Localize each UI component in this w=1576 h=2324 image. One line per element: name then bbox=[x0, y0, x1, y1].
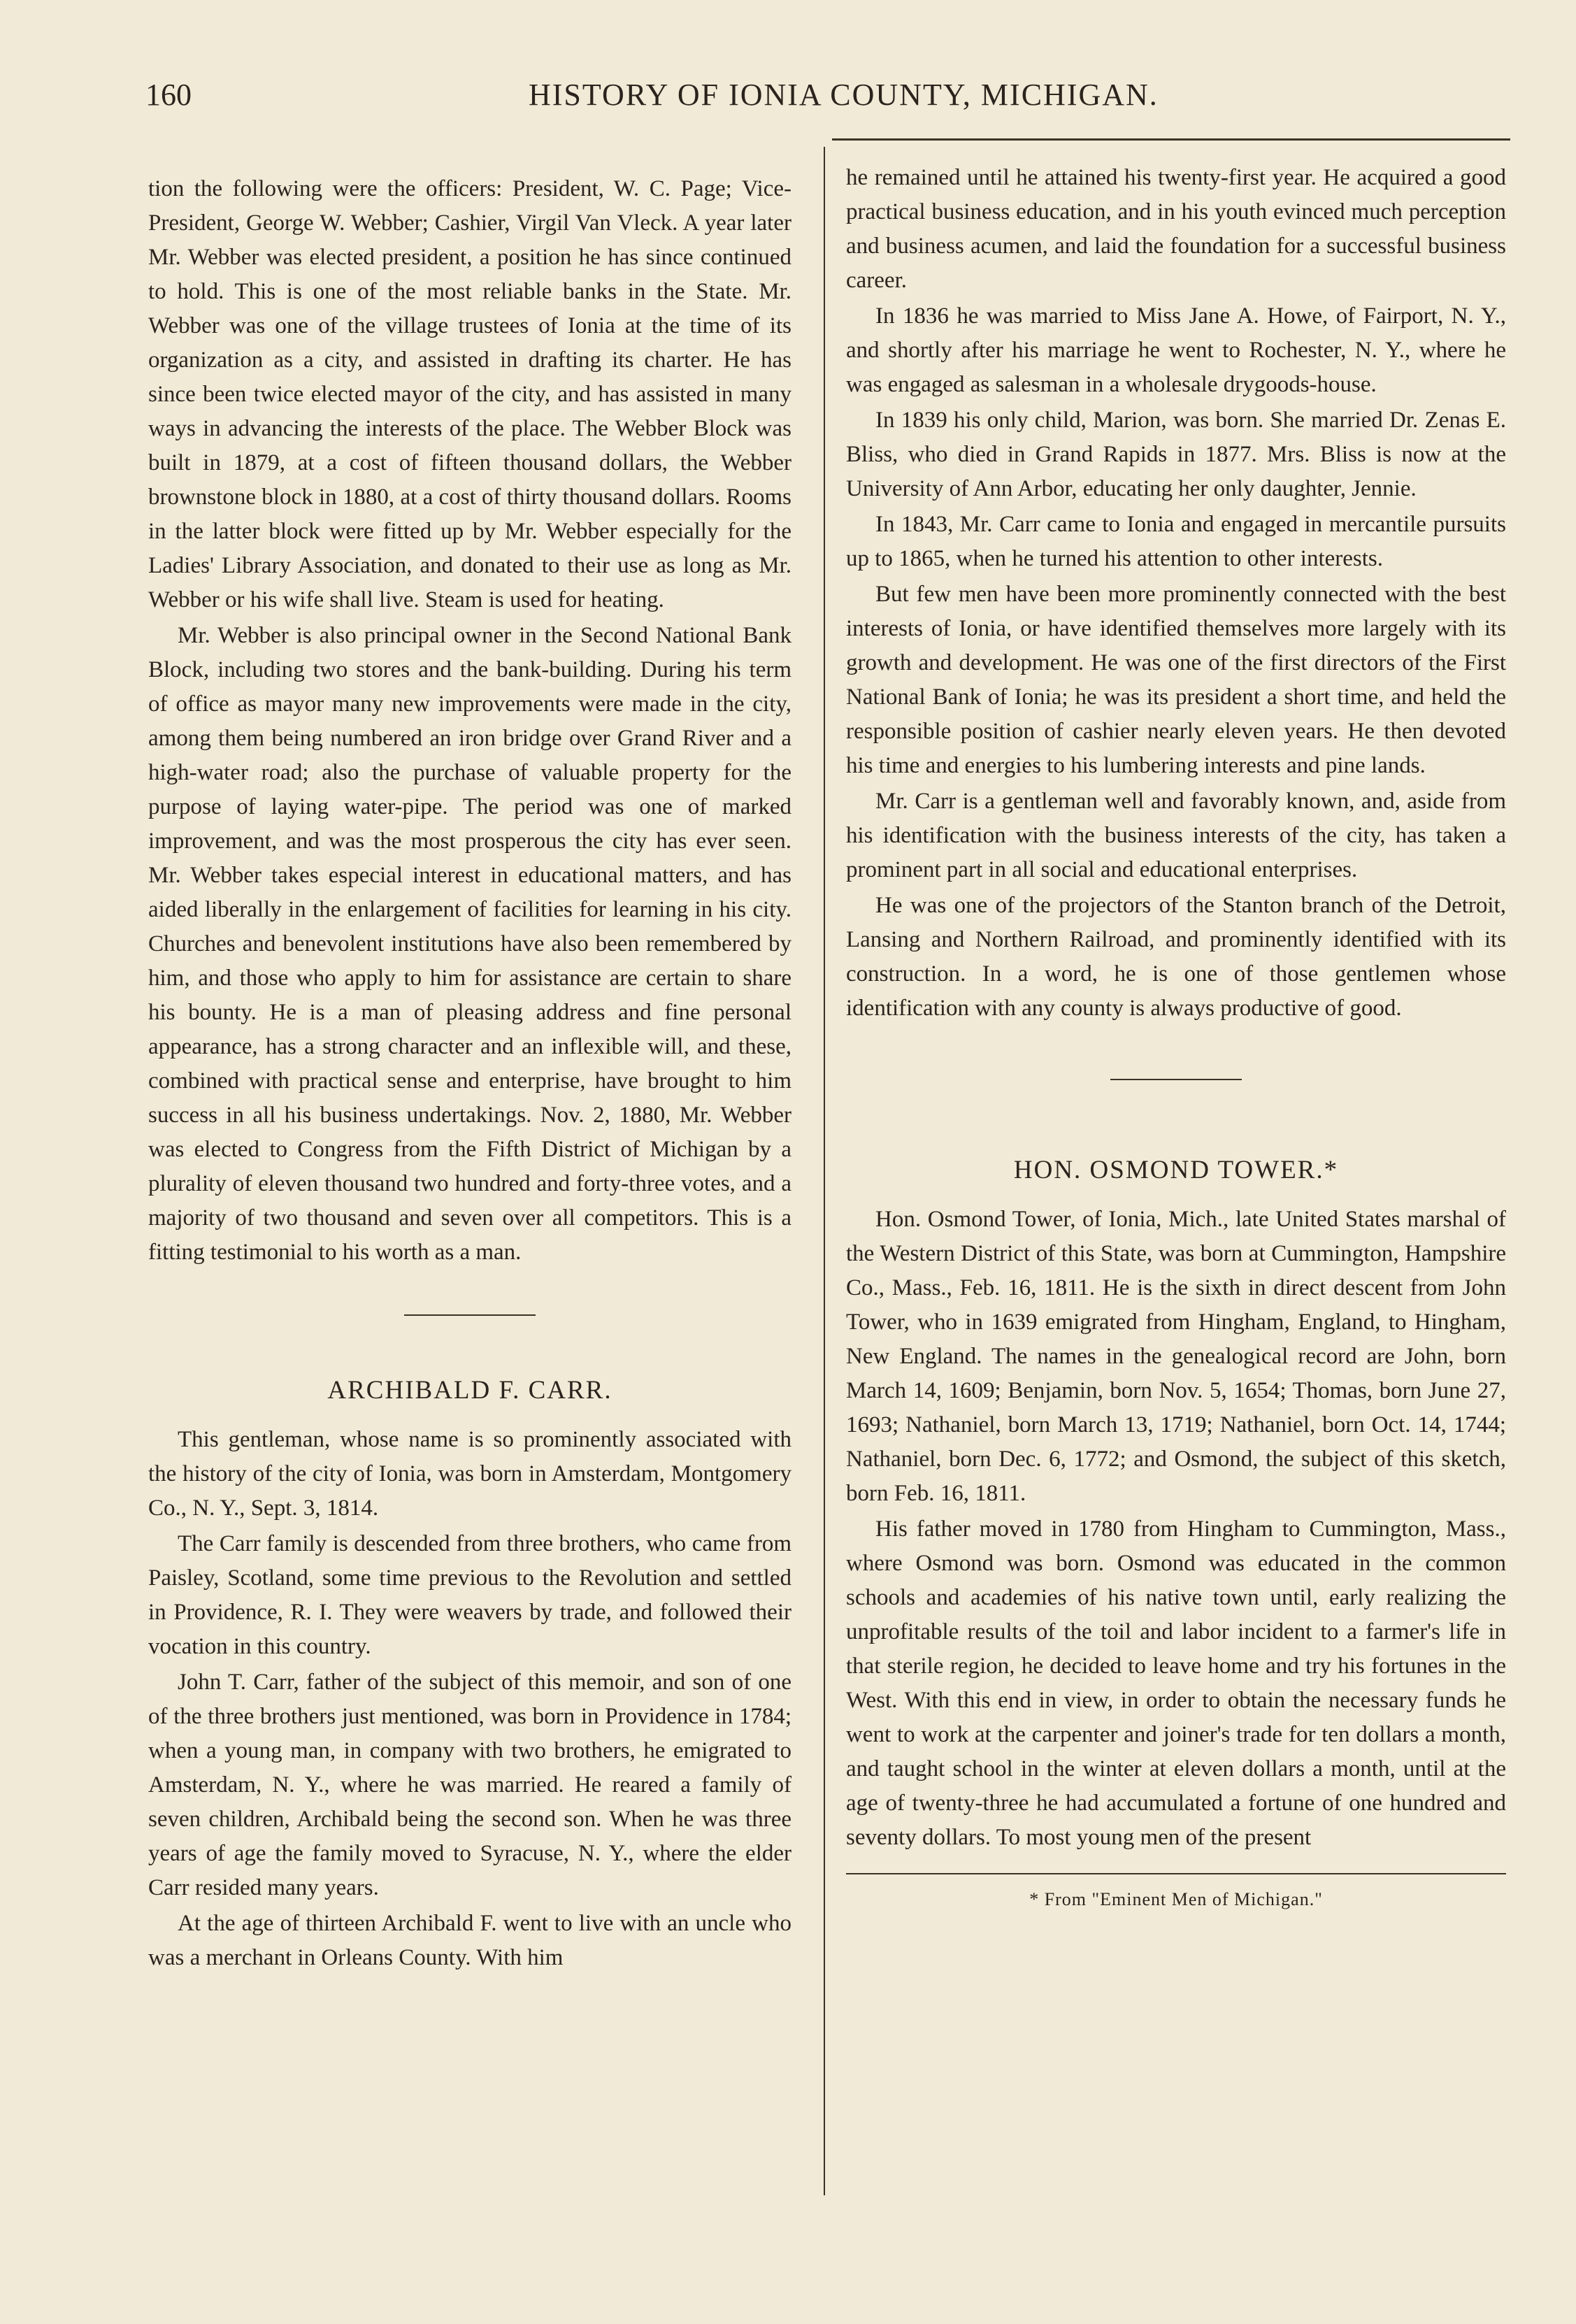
paragraph: Mr. Carr is a gentleman well and favorably known, and, aside from his identification with the business interests of the city, has taken a prominent part in all social and educational enterprises. bbox=[846, 789, 1506, 882]
paragraph: he remained until he attained his twenty-first year. He acquired a good practical business education, and in his youth evinced much perception and business acumen, and laid the foundation for a successful business career. bbox=[846, 165, 1506, 293]
paragraph: tion the following were the officers: President, W. C. Page; Vice-President, George W. Webber; Cashier, Virgil Van Vleck. A year later Mr. Webber was elected president, a position he has since continued to hold. This is one of the most reliable banks in the State. Mr. Webber was one of the village trustees of Ionia at the time of its organization as a city, and assisted in drafting its charter. He has since been twice elected mayor of the city, and has assisted in many ways in advancing the interests of the place. The Webber Block was built in 1879, at a cost of fifteen thousand dollars, the Webber brownstone block in 1880, at a cost of thirty thousand dollars. Rooms in the latter block were fitted up by Mr. Webber especially for the Ladies' Library Association, and donated to their use as long as Mr. Webber or his wife shall live. Steam is used for heating. bbox=[148, 176, 791, 612]
page-number: 160 bbox=[145, 78, 192, 112]
column-divider bbox=[824, 147, 825, 2195]
paragraph: In 1836 he was married to Miss Jane A. Howe, of Fairport, N. Y., and shortly after his marriage he went to Rochester, N. Y., where he was engaged as salesman in a wholesale drygoods-house. bbox=[846, 303, 1506, 397]
section-heading-tower: HON. OSMOND TOWER.* bbox=[1013, 1156, 1339, 1184]
section-separator bbox=[404, 1314, 536, 1316]
paragraph: This gentleman, whose name is so prominently associated with the history of the city of Ionia, was born in Amsterdam, Montgomery Co., N. Y., Sept. 3, 1814. bbox=[148, 1427, 791, 1521]
right-column bbox=[846, 161, 1506, 1914]
paragraph: In 1839 his only child, Marion, was born. She married Dr. Zenas E. Bliss, who died in Grand Rapids in 1877. Mrs. Bliss is now at the University of Ann Arbor, educating her only daughter, Jennie. bbox=[846, 408, 1506, 501]
paragraph: In 1843, Mr. Carr came to Ionia and engaged in mercantile pursuits up to 1865, when he turned his attention to other interests. bbox=[846, 512, 1506, 571]
paragraph: But few men have been more prominently connected with the best interests of Ionia, or have identified themselves more largely with its growth and development. He was one of the first directors of the First National Bank of Ionia; he was its president a short time, and held the responsible position of cashier nearly eleven years. He then devoted his time and energies to his lumbering interests and pine lands. bbox=[846, 582, 1506, 778]
paragraph: At the age of thirteen Archibald F. went to live with an uncle who was a merchant in Orleans County. With him bbox=[148, 1911, 791, 1970]
paragraph: The Carr family is descended from three brothers, who came from Paisley, Scotland, some time previous to the Revolution and settled in Providence, R. I. They were weavers by trade, and followed their vocation in this country. bbox=[148, 1531, 791, 1659]
footnote: * From "Eminent Men of Michigan." bbox=[1029, 1889, 1323, 1909]
header-rule bbox=[832, 138, 1510, 141]
section-heading-carr: ARCHIBALD F. CARR. bbox=[327, 1376, 613, 1405]
section-separator bbox=[1110, 1079, 1242, 1080]
paragraph: He was one of the projectors of the Stanton branch of the Detroit, Lansing and Northern Railroad, and prominently identified with its construction. In a word, he is one of those gentlemen whose identification with any county is always productive of good. bbox=[846, 893, 1506, 1021]
paragraph: Hon. Osmond Tower, of Ionia, Mich., late United States marshal of the Western District of this State, was born at Cummington, Hampshire Co., Mass., Feb. 16, 1811. He is the sixth in direct descent from John Tower, who in 1639 emigrated from Hingham, England, to Hingham, New England. The names in the genealogical record are John, born March 14, 1609; Benjamin, born Nov. 5, 1654; Thomas, born June 27, 1693; Nathaniel, born March 13, 1719; Nathaniel, born Oct. 14, 1744; Nathaniel, born Dec. 6, 1772; and Osmond, the subject of this sketch, born Feb. 16, 1811. bbox=[846, 1207, 1506, 1506]
footnote-rule bbox=[846, 1873, 1506, 1874]
page-header bbox=[145, 77, 1516, 126]
paragraph: His father moved in 1780 from Hingham to Cummington, Mass., where Osmond was born. Osmond was educated in the common schools and academies of his native town until, early realizing the unprofitable results of the toil and labor incident to a farmer's life in that sterile region, he decided to leave home and try his fortunes in the West. With this end in view, in order to obtain the necessary funds he went to work at the carpenter and joiner's trade for ten dollars a month, and taught school in the winter at eleven dollars a month, until at the age of twenty-three he had accumulated a fortune of one hundred and seventy dollars. To most young men of the present bbox=[846, 1516, 1506, 1850]
paragraph: John T. Carr, father of the subject of this memoir, and son of one of the three brothers just mentioned, was born in Providence in 1784; when a young man, in company with two brothers, he emigrated to Amsterdam, N. Y., where he was married. He reared a family of seven children, Archibald being the second son. When he was three years of age the family moved to Syracuse, N. Y., where the elder Carr resided many years. bbox=[148, 1670, 791, 1900]
left-column bbox=[148, 172, 791, 1977]
running-title: HISTORY OF IONIA COUNTY, MICHIGAN. bbox=[529, 78, 1159, 112]
paragraph: Mr. Webber is also principal owner in the Second National Bank Block, including two stores and the bank-building. During his term of office as mayor many new improvements were made in the city, among them being numbered an iron bridge over Grand River and a high-water road; also the purchase of valuable property for the purpose of laying water-pipe. The period was one of marked improvement, and was the most prosperous the city has ever seen. Mr. Webber takes especial interest in educational matters, and has aided liberally in the enlargement of facilities for learning in his city. Churches and benevolent institutions have also been remembered by him, and those who apply to him for assistance are certain to share his bounty. He is a man of pleasing address and fine personal appearance, has a strong character and an inflexible will, and these, combined with practical sense and enterprise, have brought to him success in all his business undertakings. Nov. 2, 1880, Mr. Webber was elected to Congress from the Fifth District of Michigan by a plurality of eleven thousand two hundred and forty-three votes, and a majority of two thousand and seven over all competitors. This is a fitting testimonial to his worth as a man. bbox=[148, 623, 791, 1265]
